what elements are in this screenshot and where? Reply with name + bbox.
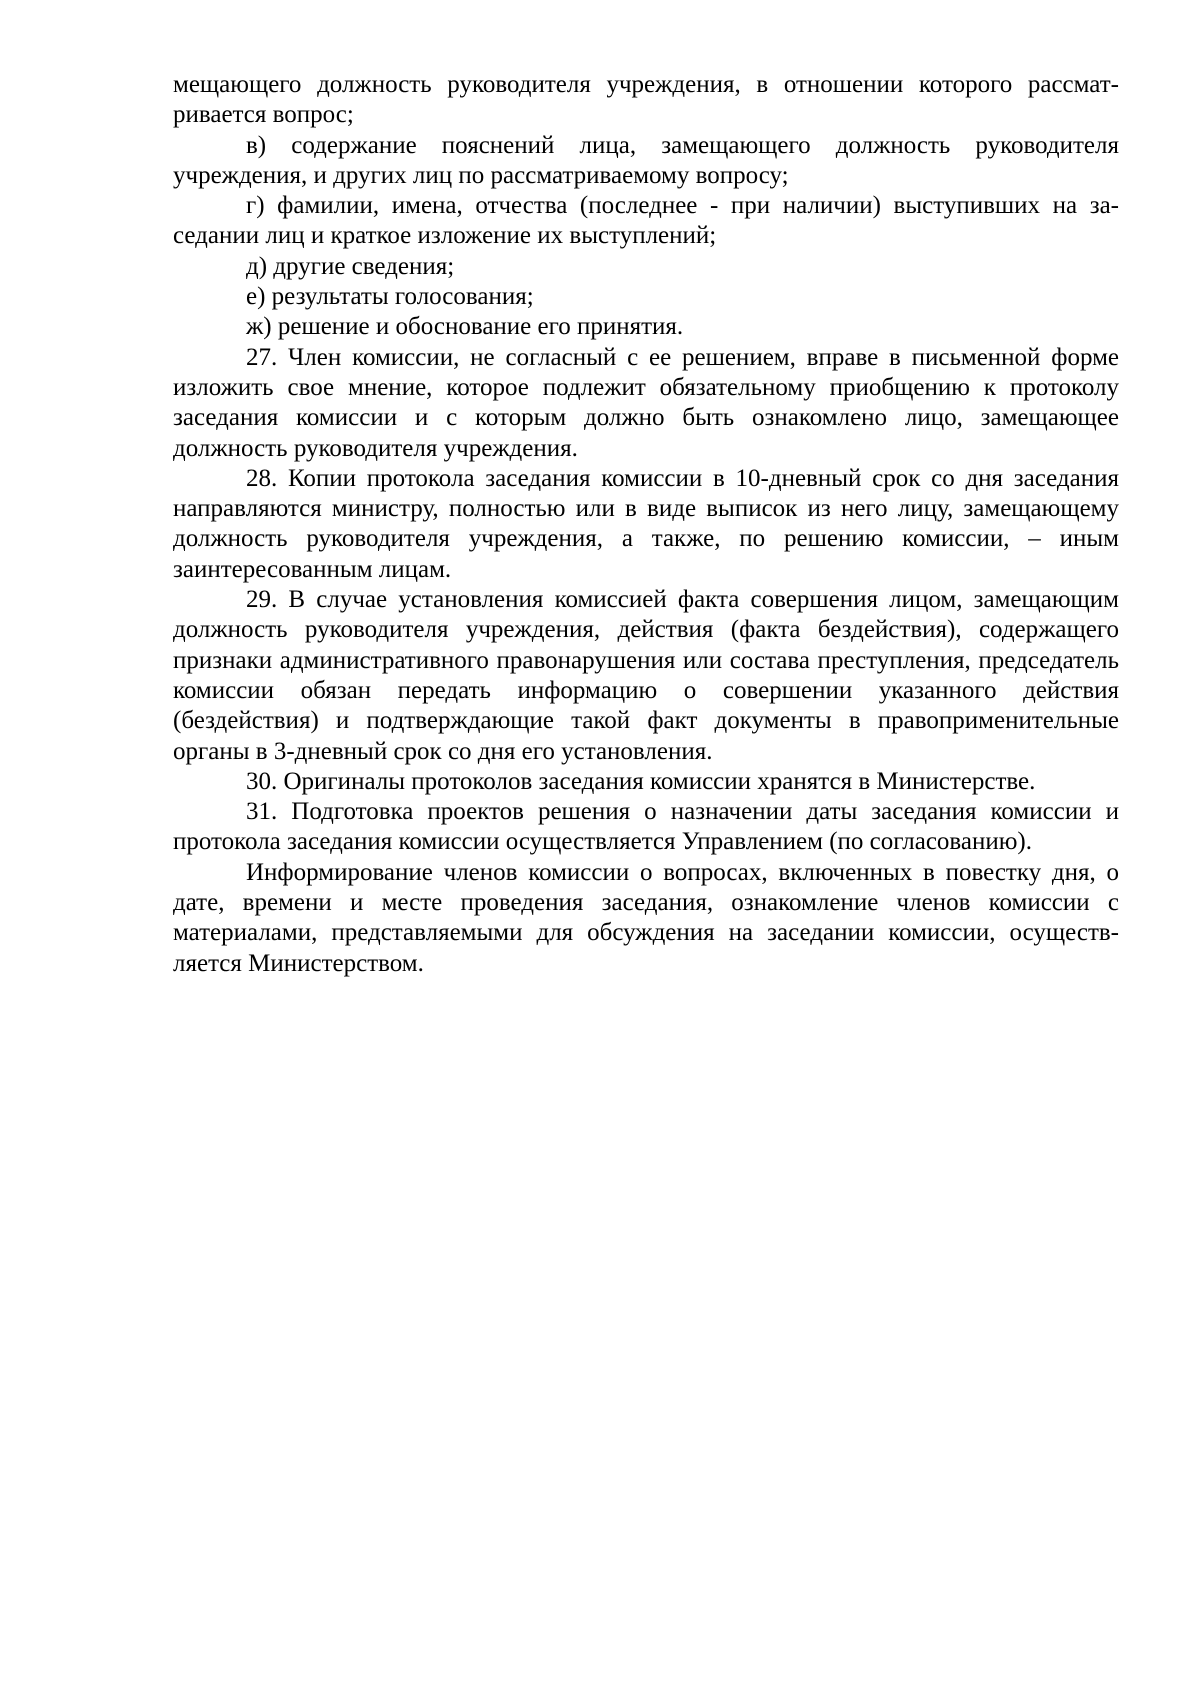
paragraph-item-g: г) фамилии, имена, отчества (последнее - при наличии) выступивших на заседании лиц и краткое изложение их выступлений; <box>173 192 1119 250</box>
paragraph-informing: Информирование членов комиссии о вопросах, включенных в повестку дня, о дате, времени и месте проведения заседания, ознакомление членов комиссии с материалами, представляемыми для обсуждения на заседании комиссии, осуществляется Министерством. <box>173 858 1119 977</box>
paragraph-28: 28. Копии протокола заседания комиссии в 10-дневный срок со дня заседания направляются министру, полностью или в виде выписок из него лицу, замещающему должность руководителя учреждения, а также, по решению комиссии, – иным заинтересованным лицам. <box>173 464 1119 583</box>
paragraph-31: 31. Подготовка проектов решения о назначении даты заседания комиссии и протокола заседания комиссии осуществляется Управлением (по согласованию). <box>173 798 1119 856</box>
paragraph-item-zh: ж) решение и обоснование его принятия. <box>246 313 684 341</box>
paragraph-27: 27. Член комиссии, не согласный с ее решением, вправе в письменной форме изложить свое мнение, которое подлежит обязательному приобщению к протоколу заседания комиссии и с которым должно быть ознакомлено лицо, замещающее должность руководителя учреждения. <box>173 343 1119 462</box>
paragraph-continuation: мещающего должность руководителя учреждения, в отношении которого рассматривается вопрос; <box>173 71 1119 129</box>
paragraph-29: 29. В случае установления комиссией факта совершения лицом, замещающим должность руководителя учреждения, действия (факта бездействия), содержащего признаки административного правонарушения или состава преступления, председатель комиссии обязан передать информацию о совершении указанного действия (бездействия) и подтверждающие такой факт документы в правоприменительные органы в 3-дневный срок со дня его установления. <box>173 586 1119 765</box>
paragraph-item-e: е) результаты голосования; <box>246 283 534 311</box>
paragraph-30: 30. Оригиналы протоколов заседания комиссии хранятся в Министерстве. <box>246 767 1036 795</box>
paragraph-item-d: д) другие сведения; <box>246 252 455 280</box>
paragraph-item-v: в) содержание пояснений лица, замещающего должность руководителя учреждения, и других лиц по рассматриваемому вопросу; <box>173 131 1119 189</box>
document-body <box>173 70 1119 979</box>
